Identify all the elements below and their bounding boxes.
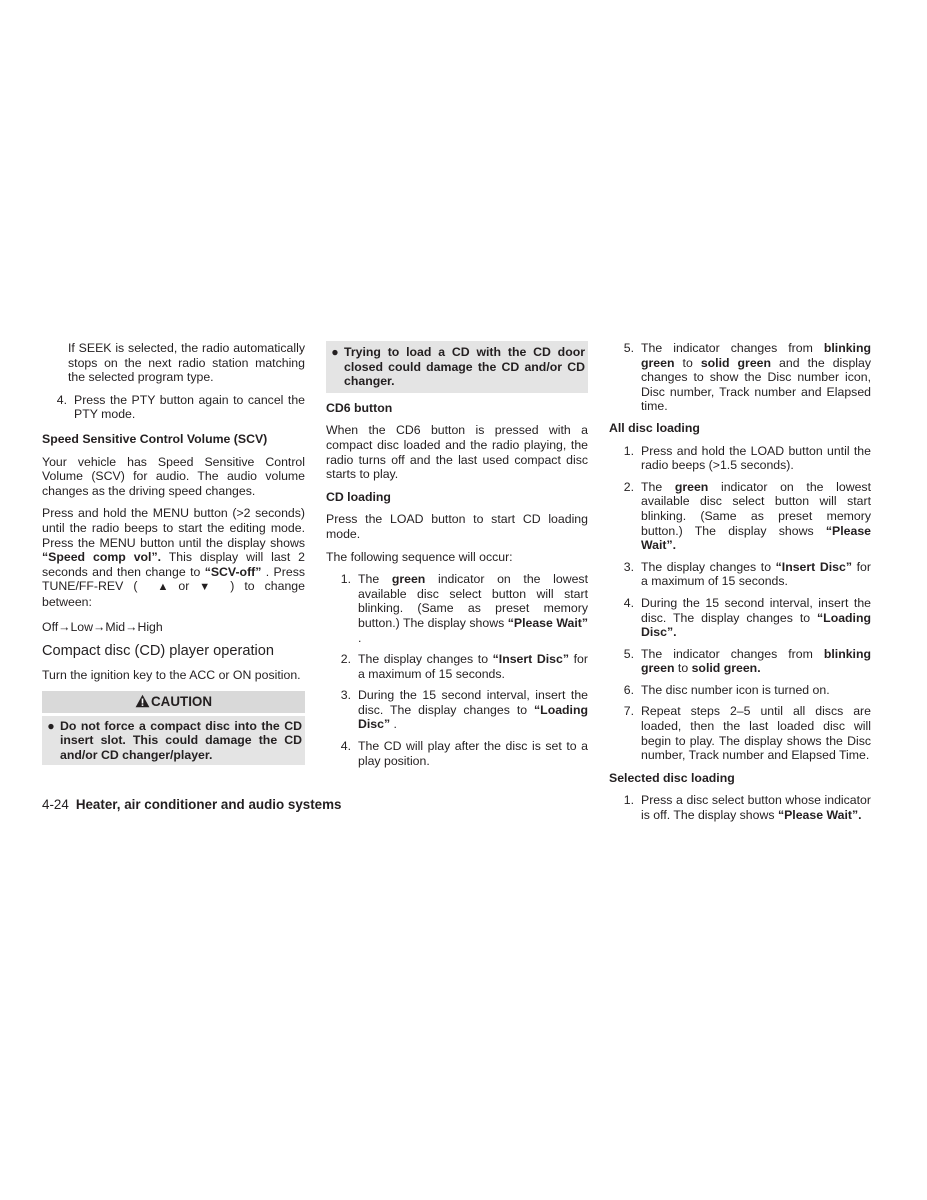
ignition-paragraph: Turn the ignition key to the ACC or ON position. (42, 668, 301, 683)
selected-disc-heading: Selected disc loading (609, 770, 735, 785)
column-left (42, 341, 305, 765)
cd-loading-steps (326, 572, 588, 768)
caution-header (42, 691, 305, 713)
notice-text: Trying to load a CD with the CD door closed could damage the CD and/or CD changer. (344, 345, 585, 389)
all-disc-steps (609, 444, 871, 763)
list-item: 5. The indicator changes from blinking green to solid green and the display changes to show the Disc number icon, Disc number, Track number and Elapsed time. (623, 341, 871, 414)
list-item: 4. During the 15 second interval, insert the disc. The display changes to “Loading Disc”. (623, 595, 871, 640)
tune-up-arrow-icon: ▲ (157, 581, 169, 594)
list-item: 4. The CD will play after the disc is set to a play position. (340, 739, 588, 768)
list-item: 7. Repeat steps 2–5 until all discs are loaded, then the last loaded disc will begin to play. The display shows the Disc number, Track number and Elapsed Time. (623, 704, 871, 763)
seek-paragraph: If SEEK is selected, the radio automatically stops on the next radio station matching the selected program type. (68, 341, 305, 385)
list-item: 3. The display changes to “Insert Disc” for a maximum of 15 seconds. (623, 559, 871, 589)
menu-paragraph: Press and hold the MENU button (>2 seconds) until the radio beeps to start the editing mode. Press the MENU button until the display shows “Speed comp vol”. This display will last 2 seconds and then change to “SCV-off” . Press TUNE/FF-REV ( ▲ or ▼ ) to change between: (42, 506, 305, 609)
cd-section-title: Compact disc (CD) player operation (42, 643, 274, 660)
list-item: 2. The display changes to “Insert Disc” for a maximum of 15 seconds. (340, 652, 588, 681)
column-middle (326, 341, 588, 776)
cd-loading-heading: CD loading (326, 489, 391, 504)
caution-text: Do not force a compact disc into the CD insert slot. This could damage the CD and/or CD changer/player. (60, 718, 302, 762)
all-disc-heading: All disc loading (609, 420, 700, 435)
scv-heading: Speed Sensitive Control Volume (SCV) (42, 431, 268, 446)
caution-box (42, 716, 305, 766)
scv-paragraph: Your vehicle has Speed Sensitive Control Volume (SCV) for audio. The audio volume changes as the driving speed changes. (42, 454, 305, 498)
caution-label: CAUTION (151, 693, 212, 709)
list-item: 1. Press a disc select button whose indicator is off. The display shows “Please Wait”. (623, 793, 871, 823)
list-number: 4. (56, 392, 67, 407)
bullet-icon: ● (331, 345, 339, 359)
list-item: 3. During the 15 second interval, insert the disc. The display changes to “Loading Disc” . (340, 688, 588, 732)
tune-down-arrow-icon: ▼ (199, 581, 211, 594)
chapter-title: Heater, air conditioner and audio systems (75, 797, 342, 812)
list-item: 1. The green indicator on the lowest available disc select button will start blinking. (Same as preset memory button.) The display shows “Please Wait” . (340, 572, 588, 645)
list-item: 2. The green indicator on the lowest available disc select button will start blinking. (Same as preset memory button.) The display shows “Please Wait”. (623, 479, 871, 553)
cd6-heading: CD6 button (326, 400, 393, 415)
cd-loading-paragraph: Press the LOAD button to start CD loading mode. (326, 512, 588, 541)
list-item: 5. The indicator changes from blinking green to solid green. (623, 646, 871, 676)
list-item: 1. Press and hold the LOAD button until the radio beeps (>1.5 seconds). (623, 443, 871, 473)
list-item (42, 393, 305, 422)
bullet-icon: ● (47, 718, 55, 733)
notice-box (326, 341, 588, 393)
list-text: Press the PTY button again to cancel the PTY mode. (74, 392, 305, 422)
warning-triangle-icon (135, 693, 150, 715)
list-item: 6. The disc number icon is turned on. (623, 682, 830, 697)
cd6-paragraph: When the CD6 button is pressed with a compact disc loaded and the radio playing, the radio turns off and the last used compact disc starts to play. (326, 423, 588, 482)
page-footer (42, 798, 341, 813)
scv-levels: Off→Low→Mid→High (42, 619, 163, 634)
sequence-paragraph: The following sequence will occur: (326, 549, 513, 564)
page-number: 4-24 (42, 797, 69, 812)
column-right (609, 341, 871, 830)
